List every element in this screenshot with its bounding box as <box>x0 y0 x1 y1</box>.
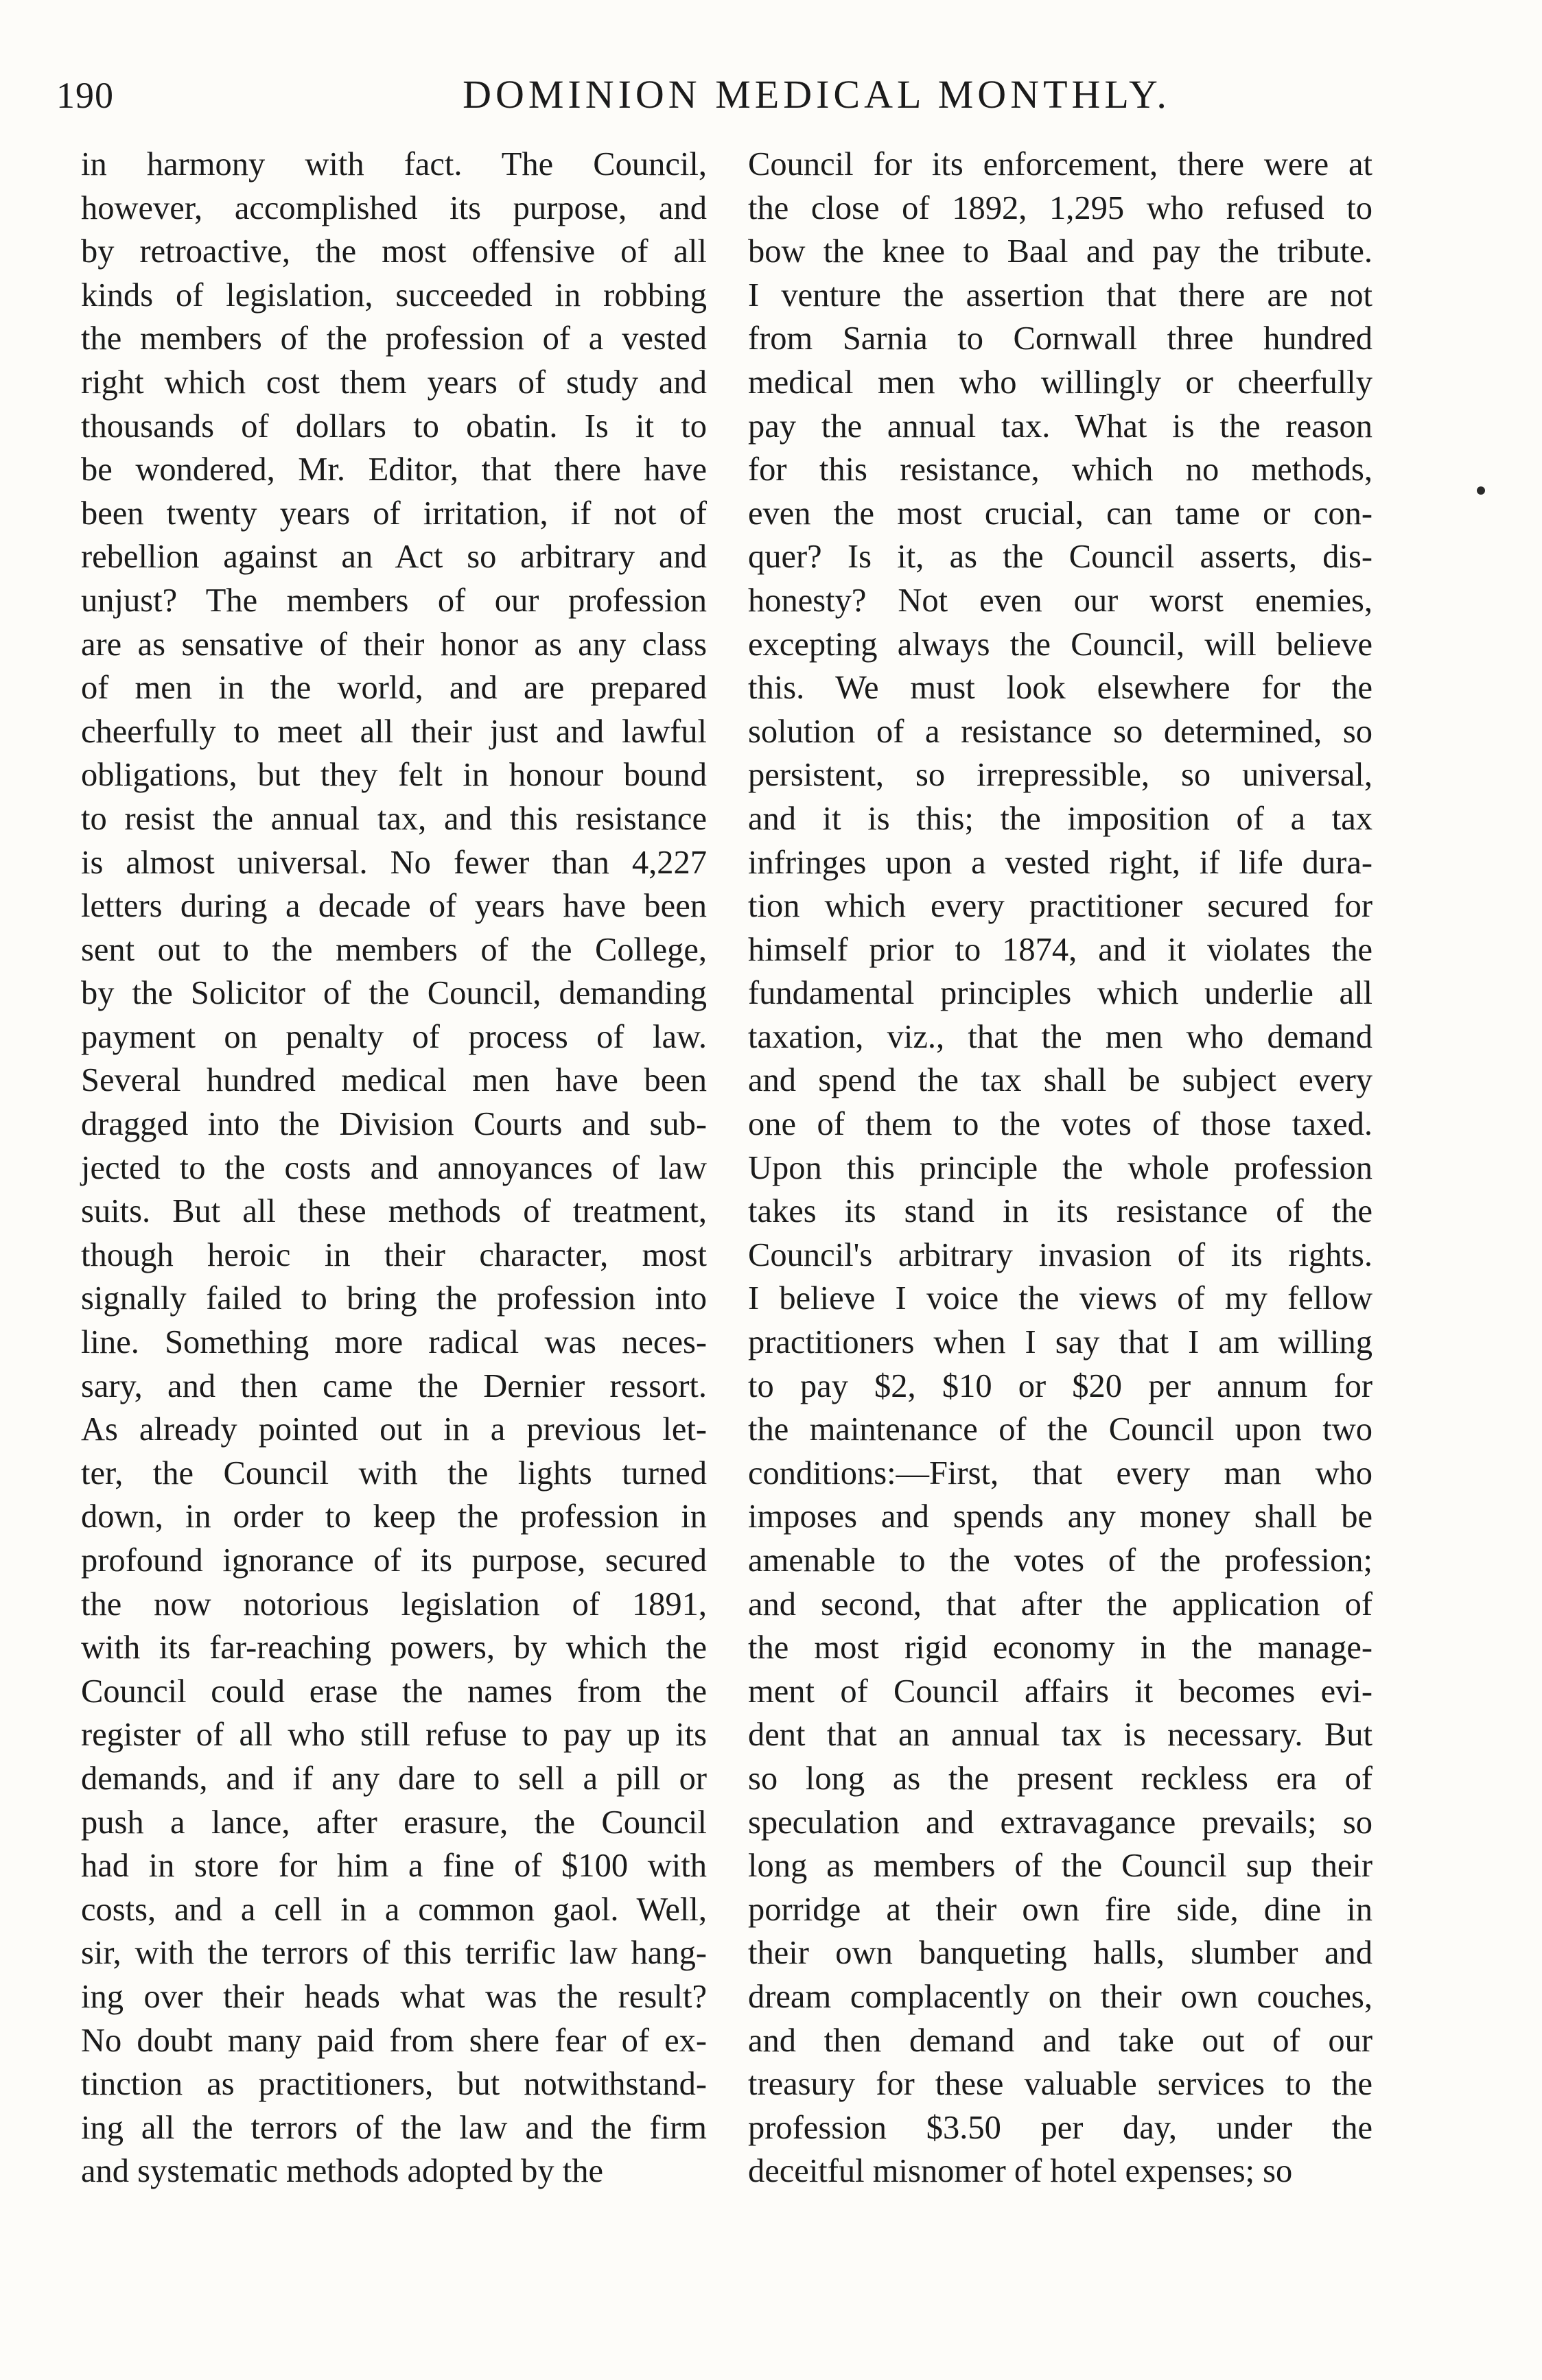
text-line: to pay $2, $10 or $20 per annum for <box>748 1367 1372 1404</box>
text-line: I believe I voice the views of my fellow <box>748 1280 1372 1317</box>
text-line: demands, and if any dare to sell a pill or <box>81 1760 707 1797</box>
text-line: Council could erase the names from the <box>81 1673 707 1710</box>
text-line: of men in the world, and are prepared <box>81 670 707 707</box>
text-line: letters during a decade of years have been <box>81 888 707 925</box>
text-line: down, in order to keep the profession in <box>81 1498 707 1535</box>
text-line: sary, and then came the Dernier ressort. <box>81 1367 707 1404</box>
text-line: push a lance, after erasure, the Council <box>81 1804 707 1841</box>
text-line: and second, that after the application of <box>748 1586 1372 1623</box>
right-text-column <box>748 143 1372 2193</box>
text-line: conditions:—First, that every man who <box>748 1454 1372 1492</box>
marginal-dot <box>1477 486 1485 495</box>
text-line: signally failed to bring the profession into <box>81 1280 707 1317</box>
text-line: with its far-reaching powers, by which the <box>81 1629 707 1666</box>
text-line: the maintenance of the Council upon two <box>748 1411 1372 1448</box>
text-line: ing over their heads what was the result? <box>81 1978 707 2015</box>
text-line: been twenty years of irritation, if not of <box>81 495 707 532</box>
text-line: ing all the terrors of the law and the firm <box>81 2109 707 2146</box>
text-line: cheerfully to meet all their just and lawful <box>81 713 707 750</box>
text-line: obligations, but they felt in honour bound <box>81 757 707 794</box>
text-line: register of all who still refuse to pay up its <box>81 1717 707 1754</box>
text-line: Council for its enforcement, there were at <box>748 146 1372 182</box>
text-line: amenable to the votes of the profession; <box>748 1542 1372 1579</box>
text-line: had in store for him a fine of $100 with <box>81 1848 707 1885</box>
text-line: costs, and a cell in a common gaol. Well, <box>81 1891 707 1928</box>
text-line: payment on penalty of process of law. <box>81 1018 707 1055</box>
text-line: dragged into the Division Courts and sub- <box>81 1106 707 1143</box>
text-line: No doubt many paid from shere fear of ex- <box>81 2022 707 2059</box>
text-line: be wondered, Mr. Editor, that there have <box>81 451 707 488</box>
text-line: ment of Council affairs it becomes evi- <box>748 1673 1372 1710</box>
text-line: ter, the Council with the lights turned <box>81 1454 707 1492</box>
text-line: imposes and spends any money shall be <box>748 1498 1372 1535</box>
text-line: by the Solicitor of the Council, demanding <box>81 975 707 1012</box>
text-line: and systematic methods adopted by the <box>81 2153 604 2190</box>
text-line: long as members of the Council sup their <box>748 1848 1372 1885</box>
text-line: porridge at their own fire side, dine in <box>748 1891 1372 1928</box>
text-line: one of them to the votes of those taxed. <box>748 1106 1372 1143</box>
text-line: though heroic in their character, most <box>81 1236 707 1273</box>
text-line: sent out to the members of the College, <box>81 931 707 968</box>
text-line: infringes upon a vested right, if life dura- <box>748 844 1372 881</box>
text-line: this. We must look elsewhere for the <box>748 670 1372 707</box>
text-line: right which cost them years of study and <box>81 364 707 401</box>
text-line: fundamental principles which underlie all <box>748 975 1372 1012</box>
text-line: rebellion against an Act so arbitrary and <box>81 539 707 576</box>
text-line: for this resistance, which no methods, <box>748 451 1372 488</box>
text-line: so long as the present reckless era of <box>748 1760 1372 1797</box>
text-line: the members of the profession of a vested <box>81 320 707 357</box>
text-line: profound ignorance of its purpose, secured <box>81 1542 707 1579</box>
text-line: to resist the annual tax, and this resistance <box>81 800 707 837</box>
text-line: Several hundred medical men have been <box>81 1062 707 1099</box>
text-line: tinction as practitioners, but notwithstand- <box>81 2066 707 2103</box>
text-line: speculation and extravagance prevails; so <box>748 1804 1372 1841</box>
text-line: pay the annual tax. What is the reason <box>748 408 1372 445</box>
text-line: practitioners when I say that I am willing <box>748 1324 1372 1361</box>
text-line: Upon this principle the whole profession <box>748 1149 1372 1186</box>
text-line: dent that an annual tax is necessary. But <box>748 1717 1372 1754</box>
text-line: the close of 1892, 1,295 who refused to <box>748 189 1372 226</box>
text-line: the most rigid economy in the manage- <box>748 1629 1372 1666</box>
text-line: deceitful misnomer of hotel expenses; so <box>748 2153 1293 2190</box>
text-line: medical men who willingly or cheerfully <box>748 364 1372 401</box>
text-line: treasury for these valuable services to the <box>748 2066 1372 2103</box>
text-line: are as sensative of their honor as any class <box>81 626 707 663</box>
text-line: even the most crucial, can tame or con- <box>748 495 1372 532</box>
text-line: quer? Is it, as the Council asserts, dis- <box>748 539 1372 576</box>
text-line: profession $3.50 per day, under the <box>748 2109 1372 2146</box>
text-line: line. Something more radical was neces- <box>81 1324 707 1361</box>
text-line: their own banqueting halls, slumber and <box>748 1935 1372 1972</box>
text-line: by retroactive, the most offensive of all <box>81 233 707 270</box>
text-line: honesty? Not even our worst enemies, <box>748 582 1372 619</box>
text-line: sir, with the terrors of this terrific law hang- <box>81 1935 707 1972</box>
text-line: solution of a resistance so determined, so <box>748 713 1372 750</box>
text-line: is almost universal. No fewer than 4,227 <box>81 844 707 881</box>
text-line: As already pointed out in a previous let- <box>81 1411 707 1448</box>
text-line: jected to the costs and annoyances of law <box>81 1149 707 1186</box>
text-line: thousands of dollars to obatin. Is it to <box>81 408 707 445</box>
text-line: Council's arbitrary invasion of its rights. <box>748 1236 1372 1273</box>
text-line: tion which every practitioner secured for <box>748 888 1372 925</box>
page-number: 190 <box>56 75 114 116</box>
text-line: however, accomplished its purpose, and <box>81 189 707 226</box>
text-line: and then demand and take out of our <box>748 2022 1372 2059</box>
text-line: bow the knee to Baal and pay the tribute. <box>748 233 1372 270</box>
text-line: kinds of legislation, succeeded in robbing <box>81 276 707 314</box>
text-line: unjust? The members of our profession <box>81 582 707 619</box>
text-line: taxation, viz., that the men who demand <box>748 1018 1372 1055</box>
text-line: and it is this; the imposition of a tax <box>748 800 1372 837</box>
text-line: dream complacently on their own couches, <box>748 1978 1372 2015</box>
text-line: takes its stand in its resistance of the <box>748 1193 1372 1230</box>
text-line: from Sarnia to Cornwall three hundred <box>748 320 1372 357</box>
text-line: excepting always the Council, will believe <box>748 626 1372 663</box>
text-line: and spend the tax shall be subject every <box>748 1062 1372 1099</box>
text-line: himself prior to 1874, and it violates the <box>748 931 1372 968</box>
left-text-column <box>81 143 707 2193</box>
running-title: DOMINION MEDICAL MONTHLY. <box>463 72 1171 117</box>
text-line: in harmony with fact. The Council, <box>81 146 707 182</box>
text-line: the now notorious legislation of 1891, <box>81 1586 707 1623</box>
text-line: I venture the assertion that there are not <box>748 276 1372 314</box>
text-line: persistent, so irrepressible, so universal, <box>748 757 1372 794</box>
text-line: suits. But all these methods of treatment, <box>81 1193 707 1230</box>
